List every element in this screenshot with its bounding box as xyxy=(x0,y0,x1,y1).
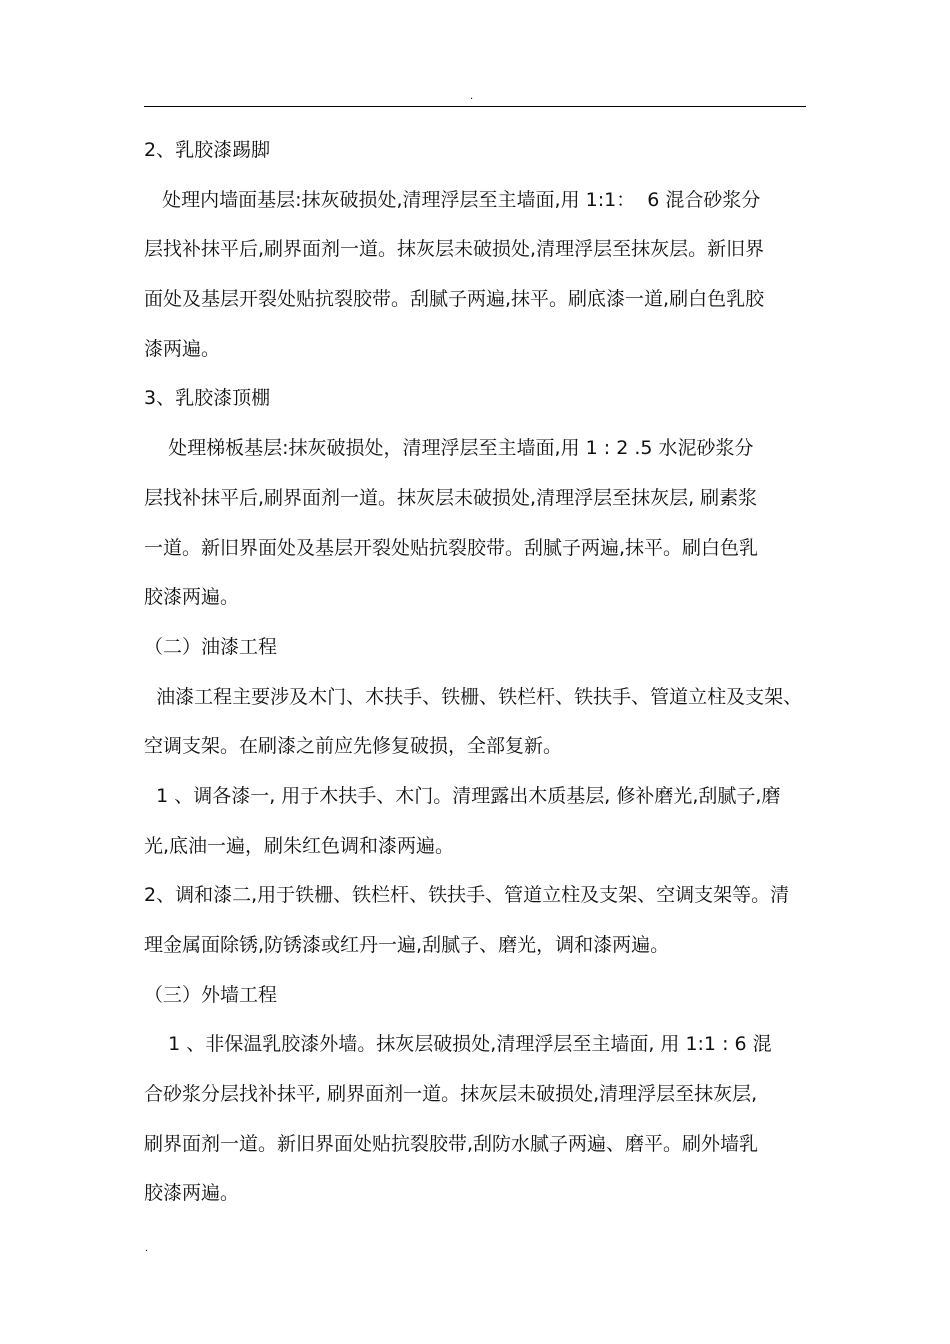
document-body xyxy=(144,133,820,1226)
footer-mark: . xyxy=(145,1243,149,1254)
paragraph-line: 处理内墙面基层:抹灰破损处,清理浮层至主墙面,用 1:1： 6 混合砂浆分 xyxy=(144,188,761,211)
paragraph-line: 一道。新旧界面处及基层开裂处贴抗裂胶带。刮腻子两遍,抹平。刷白色乳 xyxy=(144,536,759,559)
paragraph-line: 面处及基层开裂处贴抗裂胶带。刮腻子两遍,抹平。刷底漆一道,刷白色乳胶 xyxy=(144,288,765,311)
paragraph-line: 2、调和漆二,用于铁栅、铁栏杆、铁扶手、管道立柱及支架、空调支架等。清 xyxy=(144,884,790,907)
section-heading-painting: （二）油漆工程 xyxy=(144,635,278,658)
paragraph-line: 合砂浆分层找补抹平, 刷界面剂一道。抹灰层未破损处,清理浮层至抹灰层, xyxy=(144,1083,758,1106)
paragraph-line: 处理梯板基层:抹灰破损处，清理浮层至主墙面,用 1 : 2 .5 水泥砂浆分 xyxy=(144,437,754,460)
paragraph-line: 光,底油一遍，刷朱红色调和漆两遍。 xyxy=(144,834,455,857)
paragraph-line: 漆两遍。 xyxy=(144,337,221,360)
header-mark: . xyxy=(470,91,474,102)
paragraph-line: 油漆工程主要涉及木门、木扶手、铁栅、铁栏杆、铁扶手、管道立柱及支架、 xyxy=(144,685,803,708)
paragraph-line: 胶漆两遍。 xyxy=(144,586,240,609)
paragraph-line: 1 、非保温乳胶漆外墙。抹灰层破损处,清理浮层至主墙面, 用 1:1 : 6 混 xyxy=(144,1033,772,1056)
header-rule xyxy=(144,106,806,107)
paragraph-line: 刷界面剂一道。新旧界面处贴抗裂胶带,刮防水腻子两遍、磨平。刷外墙乳 xyxy=(144,1132,759,1155)
section-heading-exterior-wall: （三）外墙工程 xyxy=(144,983,278,1006)
heading-latex-skirting: 2、乳胶漆踢脚 xyxy=(144,139,271,161)
paragraph-line: 1 、调各漆一, 用于木扶手、木门。清理露出木质基层, 修补磨光,刮腻子,磨 xyxy=(144,784,781,807)
paragraph-line: 空调支架。在刷漆之前应先修复破损，全部复新。 xyxy=(144,735,563,758)
heading-latex-ceiling: 3、乳胶漆顶棚 xyxy=(144,387,271,410)
paragraph-line: 层找补抹平后,刷界面剂一道。抹灰层未破损处,清理浮层至抹灰层。新旧界 xyxy=(144,238,765,261)
paragraph-line: 理金属面除锈,防锈漆或红丹一遍,刮腻子、磨光，调和漆两遍。 xyxy=(144,934,670,956)
paragraph-line: 胶漆两遍。 xyxy=(144,1182,240,1205)
paragraph-line: 层找补抹平后,刷界面剂一道。抹灰层未破损处,清理浮层至抹灰层, 刷素浆 xyxy=(144,486,758,509)
